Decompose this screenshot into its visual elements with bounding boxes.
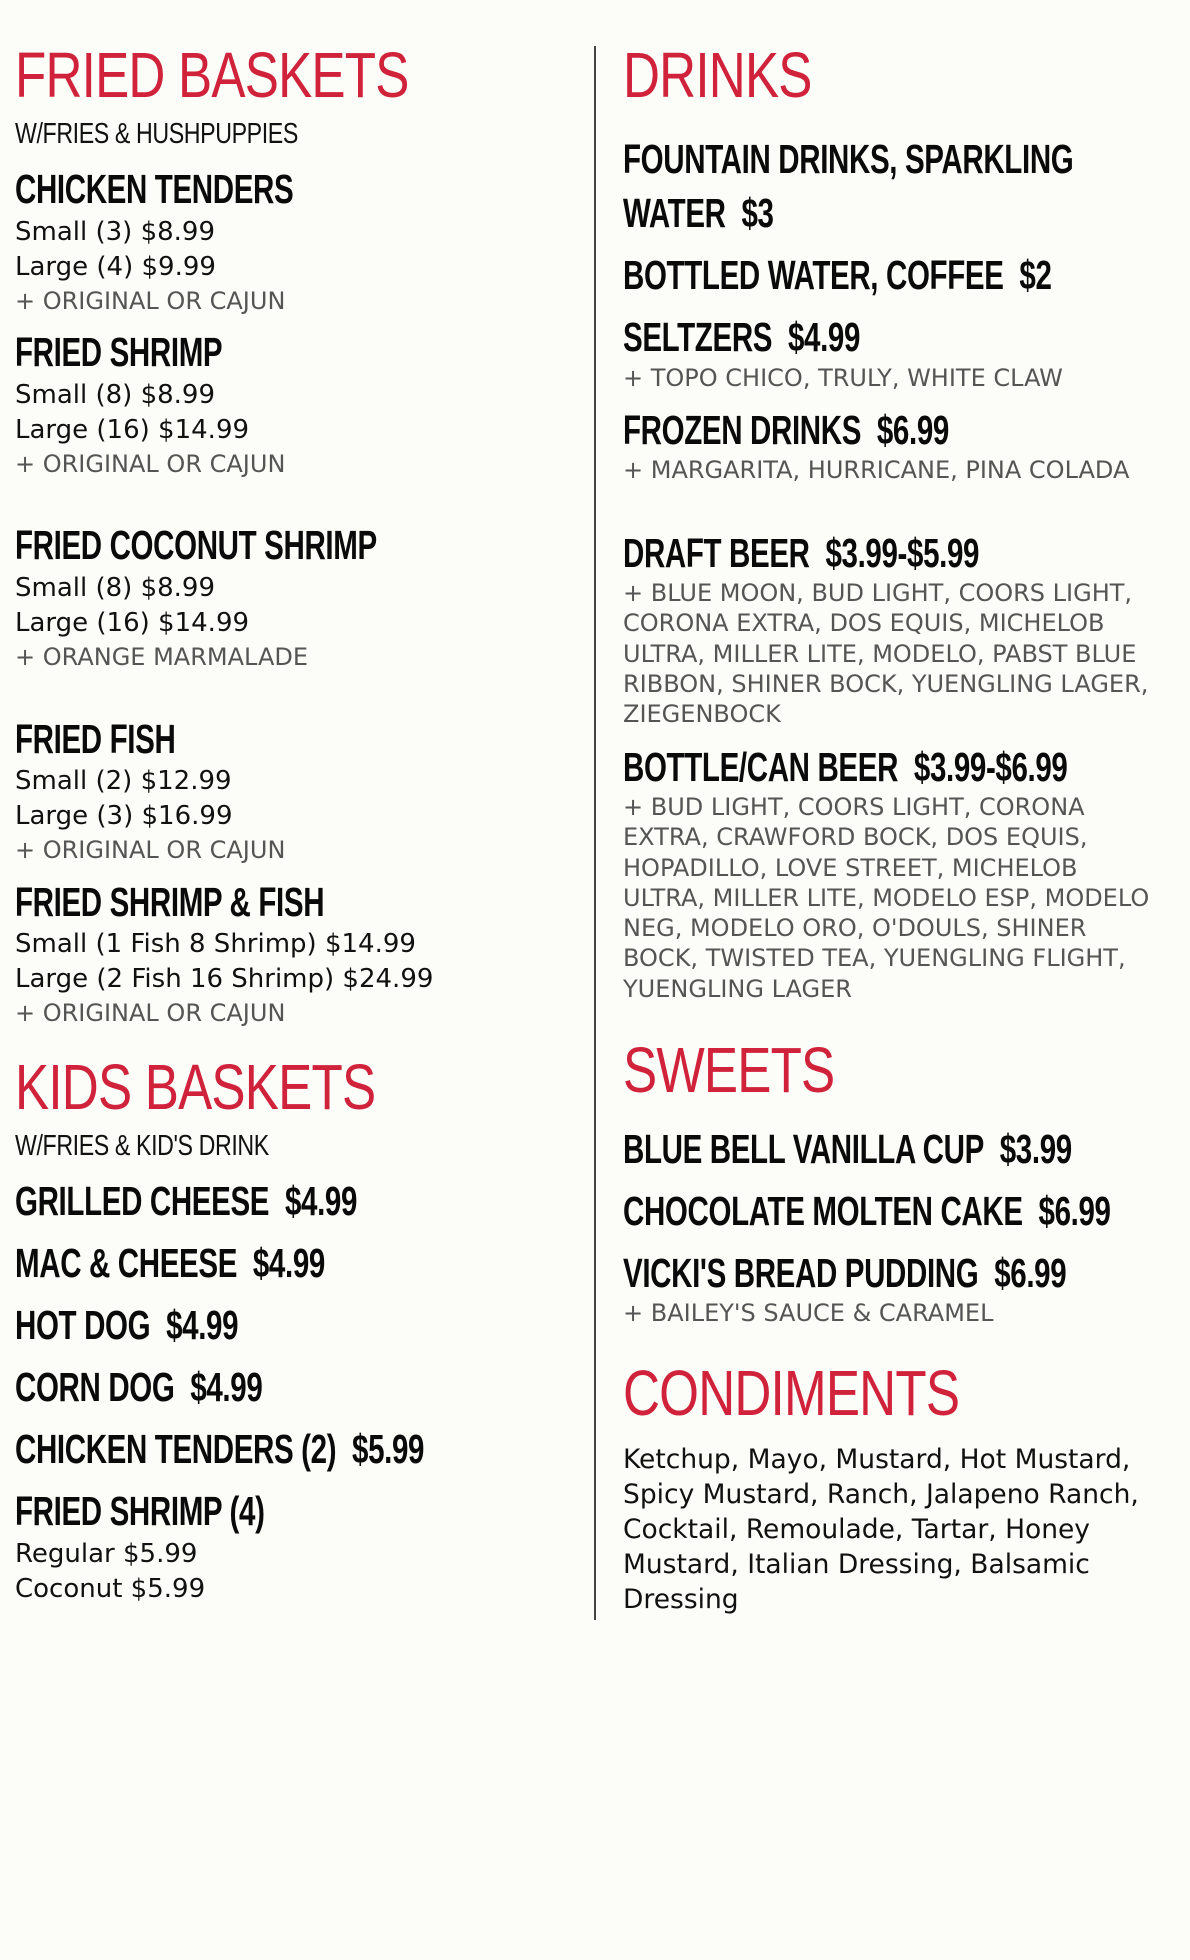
item-price: $4.99 bbox=[284, 1178, 358, 1224]
price-line: Large (3) $16.99 bbox=[15, 801, 233, 831]
item-price: $3.99-$6.99 bbox=[913, 744, 1068, 790]
fried-baskets-subtitle: W/FRIES & HUSHPUPPIES bbox=[15, 118, 298, 150]
item-price: $4.99 bbox=[787, 314, 861, 360]
price-line: Large (16) $14.99 bbox=[15, 415, 250, 445]
item-name: SELTZERS bbox=[623, 314, 773, 360]
item-price: $3.99-$5.99 bbox=[825, 530, 980, 576]
item-name: CHICKEN TENDERS bbox=[15, 166, 294, 212]
price-line: Large (2 Fish 16 Shrimp) $24.99 bbox=[15, 964, 434, 994]
item-price: $3 bbox=[741, 190, 774, 236]
menu-item-corn-dog bbox=[15, 1364, 262, 1410]
column-divider bbox=[594, 46, 596, 1620]
sweets-title: SWEETS bbox=[623, 1034, 835, 1106]
item-name: MAC & CHEESE bbox=[15, 1240, 238, 1286]
item-price: $4.99 bbox=[166, 1302, 239, 1348]
item-name: FRIED SHRIMP (4) bbox=[15, 1488, 265, 1534]
drinks-title: DRINKS bbox=[623, 39, 812, 111]
condiments-title: CONDIMENTS bbox=[623, 1357, 960, 1429]
item-name: DRAFT BEER bbox=[623, 530, 810, 576]
item-price: $3.99 bbox=[999, 1126, 1072, 1172]
item-price: $6.99 bbox=[1038, 1188, 1111, 1234]
item-name-line-2 bbox=[623, 190, 774, 236]
item-name: VICKI'S BREAD PUDDING bbox=[623, 1250, 979, 1296]
item-name: FRIED COCONUT SHRIMP bbox=[15, 522, 377, 568]
item-heading bbox=[623, 407, 949, 453]
kids-baskets-title: KIDS BASKETS bbox=[15, 1051, 376, 1123]
item-note: + ORANGE MARMALADE bbox=[15, 643, 309, 671]
item-note: + ORIGINAL OR CAJUN bbox=[15, 287, 286, 315]
price-line: Coconut $5.99 bbox=[15, 1574, 206, 1604]
menu-item-hot-dog bbox=[15, 1302, 238, 1348]
item-name: FRIED SHRIMP & FISH bbox=[15, 879, 325, 925]
menu-item-blue-bell-vanilla-cup bbox=[623, 1126, 1072, 1172]
item-price: $6.99 bbox=[994, 1250, 1067, 1296]
item-price: $2 bbox=[1019, 252, 1052, 298]
item-note: + BUD LIGHT, COORS LIGHT, CORONA EXTRA, CRAWFORD BOCK, DOS EQUIS, HOPADILLO, LOVE STREET, MICHELOB ULTRA, MILLER LITE, MODELO ESP, MODELO NEG, MODELO ORO, O'DOULS, SHINER BOCK, TWISTED TEA, YUENGLING FLIGHT, YUENGLING LAGER bbox=[623, 793, 1150, 1003]
condiments-list: Ketchup, Mayo, Mustard, Hot Mustard, Spicy Mustard, Ranch, Jalapeno Ranch, Cocktail, Remoulade, Tartar, Honey Mustard, Italian Dressing, Balsamic Dressing bbox=[623, 1444, 1139, 1615]
item-note: + ORIGINAL OR CAJUN bbox=[15, 836, 286, 864]
menu-item-bottled-water-coffee bbox=[623, 252, 1052, 298]
item-name: BOTTLED WATER, COFFEE bbox=[623, 252, 1004, 298]
item-name: CHOCOLATE MOLTEN CAKE bbox=[623, 1188, 1023, 1234]
item-name: FOUNTAIN DRINKS, SPARKLING bbox=[623, 136, 1074, 182]
item-name: FRIED SHRIMP bbox=[15, 329, 223, 375]
item-price: $4.99 bbox=[252, 1240, 325, 1286]
price-line: Regular $5.99 bbox=[15, 1539, 198, 1569]
item-heading bbox=[623, 1250, 1066, 1296]
price-line: Small (8) $8.99 bbox=[15, 380, 216, 410]
menu-item-chocolate-molten-cake bbox=[623, 1188, 1111, 1234]
price-line: Small (3) $8.99 bbox=[15, 217, 216, 247]
item-heading bbox=[623, 314, 860, 360]
item-note: + BAILEY'S SAUCE & CARAMEL bbox=[623, 1299, 994, 1327]
price-line: Small (1 Fish 8 Shrimp) $14.99 bbox=[15, 929, 416, 959]
item-name: FRIED FISH bbox=[15, 716, 176, 762]
price-line: Small (8) $8.99 bbox=[15, 573, 216, 603]
item-price: $5.99 bbox=[352, 1426, 425, 1472]
item-name: HOT DOG bbox=[15, 1302, 151, 1348]
item-price: $6.99 bbox=[876, 407, 949, 453]
menu-item-kids-chicken-tenders bbox=[15, 1426, 424, 1472]
item-name: GRILLED CHEESE bbox=[15, 1178, 270, 1224]
item-heading bbox=[623, 744, 1067, 790]
price-line: Large (16) $14.99 bbox=[15, 608, 250, 638]
menu-item-grilled-cheese bbox=[15, 1178, 357, 1224]
item-name: WATER bbox=[623, 190, 726, 236]
kids-baskets-subtitle: W/FRIES & KID'S DRINK bbox=[15, 1130, 269, 1162]
item-heading bbox=[623, 530, 979, 576]
item-note: + ORIGINAL OR CAJUN bbox=[15, 999, 286, 1027]
item-name: CORN DOG bbox=[15, 1364, 175, 1410]
item-note: + MARGARITA, HURRICANE, PINA COLADA bbox=[623, 456, 1130, 484]
item-note: + ORIGINAL OR CAJUN bbox=[15, 450, 286, 478]
item-name: BOTTLE/CAN BEER bbox=[623, 744, 899, 790]
menu-item-mac-and-cheese bbox=[15, 1240, 325, 1286]
price-line: Small (2) $12.99 bbox=[15, 766, 232, 796]
item-price: $4.99 bbox=[190, 1364, 263, 1410]
item-name: CHICKEN TENDERS (2) bbox=[15, 1426, 337, 1472]
item-note: + BLUE MOON, BUD LIGHT, COORS LIGHT, CORONA EXTRA, DOS EQUIS, MICHELOB ULTRA, MILLER LITE, MODELO, PABST BLUE RIBBON, SHINER BOCK, YUENGLING LAGER, ZIEGENBOCK bbox=[623, 579, 1149, 729]
item-note: + TOPO CHICO, TRULY, WHITE CLAW bbox=[623, 364, 1063, 392]
item-name: BLUE BELL VANILLA CUP bbox=[623, 1126, 984, 1172]
item-name: FROZEN DRINKS bbox=[623, 407, 862, 453]
price-line: Large (4) $9.99 bbox=[15, 252, 216, 282]
fried-baskets-title: FRIED BASKETS bbox=[15, 39, 409, 111]
